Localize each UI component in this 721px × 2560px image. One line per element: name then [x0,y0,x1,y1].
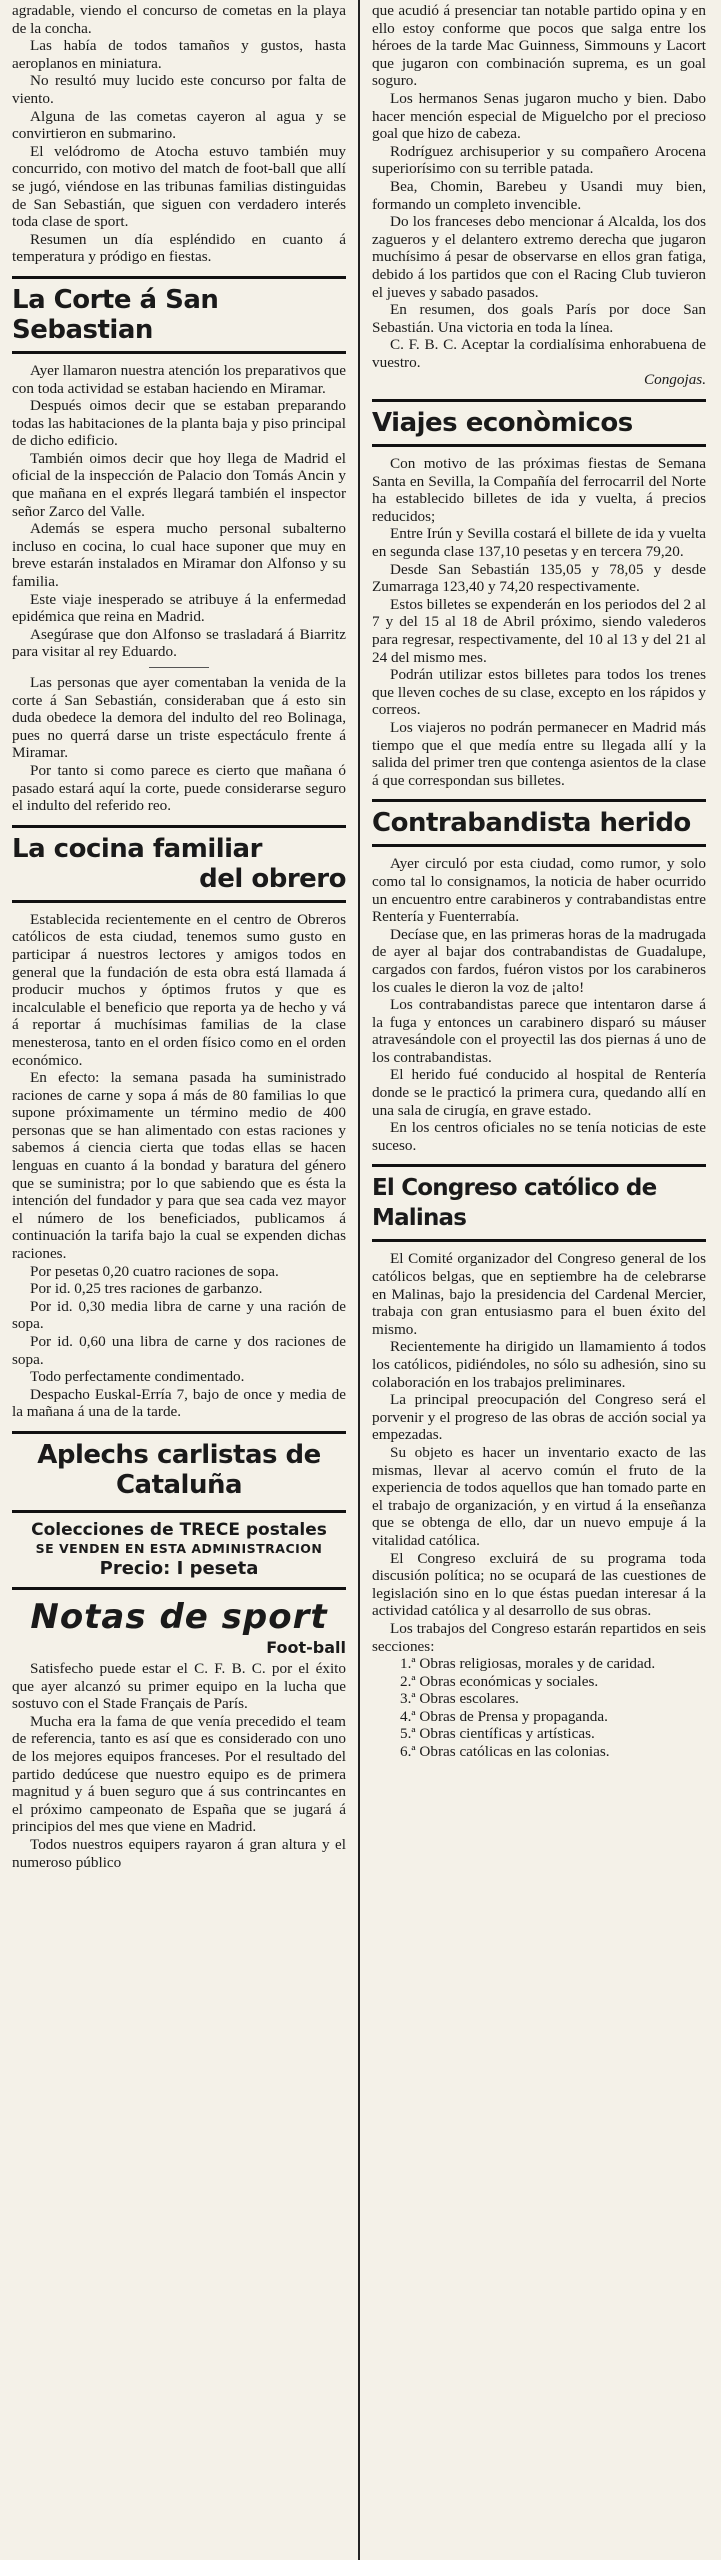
paragraph: Las había de todos tamaños y gustos, hasta aeroplanos en miniatura. [12,37,346,72]
article-contrabandista [372,855,706,1154]
paragraph: Los viajeros no podrán permanecer en Madrid más tiempo que el que medía entre su llegada allí y la salida del primer tren que contenga asientos de la clase á que correspondan sus billetes. [372,718,706,789]
paragraph: Todos nuestros equipers rayaron á gran altura y el numeroso público [12,1835,346,1871]
paragraph: Establecida recientemente en el centro de Obreros católicos de esta ciudad, tenemos sumo gusto en participar á nuestros lectores y amigos todos en general que la fundación de esta obra está llamada á producir muchos y óptimos frutos y que es incalculable el beneficio que reporta ya de hecho y vá á reportar á muchísimas familias de la clase menesterosa, tanto en el orden físico como en el orden económico. [12,910,346,1069]
paragraph: Todo perfectamente condimentado. [30,1368,245,1386]
paragraph: Los hermanos Senas jugaron mucho y bien. Dabo hacer mención especial de Miguelcho por el precioso goal que hizo de cabeza. [372,89,706,143]
subhead-football: Foot-ball [266,1637,346,1657]
article-sport-continued [372,2,706,389]
paragraph: Este viaje inesperado se atribuye á la enfermedad epidémica que reina en Madrid. [12,590,346,626]
paragraph: También oimos decir que hoy llega de Madrid el oficial de la inspección de Palacio don Tomás Ancin y que mañana en el exprés llegará también el inspector señor Zarco del Valle. [12,449,346,520]
paragraph: Resumen un día espléndido en cuanto á temperatura y pródigo en fiestas. [12,230,346,266]
paragraph: Su objeto es hacer un inventario exacto de las mismas, llevar al acervo común el fruto de la experiencia de todos aquellos que han tomado parte en el trabajo de organización, y en virtud á la enseñanza que se obtenga de ello, dar un nuevo empuje á la vitalidad católica. [372,1443,706,1549]
headline-contrabandista: Contrabandista herido [372,808,691,839]
advertisement-postales [12,1510,346,1590]
headline-box [372,1164,706,1242]
article-congreso [372,1250,706,1760]
paragraph: Bea, Chomin, Barebeu y Usandi muy bien, formando un completo invencible. [372,177,706,213]
right-column [362,0,712,2560]
paragraph: Después oimos decir que se estaban preparando todas las habitaciones de la planta baja y piso principal de dicho edificio. [12,397,346,450]
list-item: 2.ª Obras económicas y sociales. [400,1672,599,1690]
paragraph: Recientemente ha dirigido un llamamiento á todos los católicos, pidiéndoles, no sólo su adhesión, sino su colaboración en los trabajos preliminares. [372,1338,706,1391]
paragraph: El Comité organizador del Congreso general de los católicos belgas, que en septiembre ha de celebrarse en Malinas, bajo la presidencia del Cardenal Mercier, trabaja con gran entusiasmo para el buen éxito del mismo. [372,1250,706,1338]
ad-price: Precio: I peseta [99,1557,259,1579]
signature: Congojas. [643,371,706,389]
paragraph: Ayer llamaron nuestra atención los preparativos que con toda actividad se estaban haciendo en Miramar. [12,361,346,397]
paragraph: Mucha era la fama de que venía precedido el team de referencia, tanto es así que es considerado con uno de los mejores equipos franceses. Por el resultado del partido dedúcese que nuestro equipo es de primera magnitud y á buen seguro que á sus contrincantes en el próximo campeonato de España que se jugará á principios del mes que viene en Madrid. [12,1712,346,1836]
paragraph: Por id. 0,30 media libra de carne y una ración de sopa. [12,1297,346,1333]
paragraph: Por pesetas 0,20 cuatro raciones de sopa. [30,1262,279,1280]
paragraph: Asegúrase que don Alfonso se trasladará á Biarritz para visitar al rey Eduardo. [12,625,346,661]
paragraph: Rodríguez archisuperior y su compañero Arocena superiorísimo con su terrible patada. [372,142,706,178]
paragraph: Satisfecho puede estar el C. F. B. C. por el éxito que ayer alcanzó su primer equipo en la lucha que sostuvo con el Stade Français de París. [12,1659,346,1713]
column-rule [358,0,360,2560]
paragraph: Por id. 0,25 tres raciones de garbanzo. [30,1280,263,1298]
paragraph: agradable, viendo el concurso de cometas en la playa de la concha. [12,2,346,37]
headline-box [372,399,706,447]
paragraph: Los trabajos del Congreso estarán repartidos en seis secciones: [372,1619,706,1655]
ad-line: SE VENDEN EN ESTA ADMINISTRACION [35,1540,323,1556]
article-sport [12,1660,346,1871]
paragraph: Estos billetes se expenderán en los periodos del 2 al 7 y del 15 al 18 de Abril próximo, siendo valederos para regresar, respectivamente, del 10 al 13 y del 21 al 24 del mismo mes. [372,595,706,666]
list-item: 5.ª Obras científicas y artísticas. [400,1725,595,1743]
list-item: 4.ª Obras de Prensa y propaganda. [400,1707,608,1725]
headline-aplechs: Aplechs carlistas de Cataluña [37,1439,321,1500]
headline-box [372,799,706,847]
headline-congreso: El Congreso católico de Malinas [372,1175,657,1232]
ad-line: Colecciones de TRECE postales [31,1519,327,1540]
paragraph: No resultó muy lucido este concurso por falta de viento. [12,72,346,107]
list-item: 3.ª Obras escolares. [400,1690,519,1708]
paragraph: Desde San Sebastián 135,05 y 78,05 y desde Zumarraga 123,40 y 74,20 respectivamente. [372,560,706,596]
paragraph: El Congreso excluirá de su programa toda discusión política; no se ocupará de las cuestiones de legislación sino en lo que éstas puedan interesar á la actividad católica y al desarrollo de sus obras. [372,1549,706,1620]
headline-viajes: Viajes econòmicos [372,408,633,439]
intro-article [12,2,346,266]
paragraph: El herido fué conducido al hospital de Rentería donde se le practicó la primera cura, quedando allí en una sala de cirugía, en grave estado. [372,1066,706,1119]
headline-box [12,1431,346,1502]
list-item: 1.ª Obras religiosas, morales y de caridad. [400,1655,656,1673]
article-corte [12,362,346,815]
left-column [6,0,356,2560]
paragraph: Además se espera mucho personal subalterno incluso en cocina, lo cual hace suponer que muy en breve estarán instalados en Miramar don Alfonso y su familia. [12,520,346,591]
headline-cocina-line2: del obrero [199,863,346,894]
paragraph: En resumen, dos goals París por doce San Sebastián. Una victoria en toda la línea. [372,301,706,336]
paragraph: En efecto: la semana pasada ha suministrado raciones de carne y sopa á más de 80 familias lo que supone próximamente un término medio de 400 personas que se han alimentado con estas raciones y sabemos á ciencia cierta que todas ellas se hacen lenguas en cuanto á la bondad y baratura del género que se suministra; por lo que sabiendo que es ésta la intención del fundador y para que sea cada vez mayor el número de los beneficiados, publicamos á continuación la tarifa bajo la cual se expenden dichas raciones. [12,1069,346,1263]
paragraph: Los contrabandistas parece que intentaron darse á la fuga y entonces un carabinero disparó su máuser atravesándole con el proyectil las dos piernas á uno de los contrabandistas. [372,996,706,1066]
paragraph: En los centros oficiales no se tenía noticias de este suceso. [372,1119,706,1154]
paragraph: Por tanto si como parece es cierto que mañana ó pasado estará aquí la corte, puede considerarse seguro el indulto del referido reo. [12,761,346,815]
paragraph: que acudió á presenciar tan notable partido opina y en ello estoy conforme que pocos que salga entre los héroes de la tarde Mac Guinness, Simmouns y Lacort que jugaron con combinación suprema, es un goal soguro. [372,2,706,90]
headline-box [12,825,346,903]
paragraph: Por id. 0,60 una libra de carne y dos raciones de sopa. [12,1333,346,1368]
paragraph: Con motivo de las próximas fiestas de Semana Santa en Sevilla, la Compañía del ferrocarril del Norte ha establecido billetes de ida y vuelta, á precios reducidos; [372,455,706,525]
headline-cocina-line1: La cocina familiar [12,833,262,864]
paragraph: C. F. B. C. Aceptar la cordialísima enhorabuena de vuestro. [372,336,706,371]
paragraph: Despacho Euskal-Erría 7, bajo de once y media de la mañana á una de la tarde. [12,1385,346,1421]
paragraph: Las personas que ayer comentaban la venida de la corte á San Sebastián, consideraban que á esto sin duda obedece la demora del indulto del reo Bolinaga, pues no querrá darse un triste espectáculo frente á Miramar. [12,674,346,762]
paragraph: La principal preocupación del Congreso será el porvenir y el progreso de las obras de acción social ya empezadas. [372,1391,706,1444]
article-cocina [12,911,346,1421]
paragraph: Do los franceses debo mencionar á Alcalda, los dos zagueros y el delantero extremo derecha que jugaron muchísimo á pesar de observarse en ellos gran fatiga, debido á los partidos que con el Racing Club tuvieron el jueves y sabado pasados. [372,213,706,301]
paragraph: Decíase que, en las primeras horas de la madrugada de ayer al bajar dos contrabandistas de Guadalupe, cargados con fardos, fuéron vistos por los carabineros los cuales le dieron la voz de ¡alto! [372,925,706,996]
paragraph: Alguna de las cometas cayeron al agua y se convirtieron en submarino. [12,107,346,143]
separator [149,667,209,668]
paragraph: Podrán utilizar estos billetes para todos los trenes que lleven coches de su clase, excepto en los rápidos y correos. [372,666,706,719]
paragraph: Entre Irún y Sevilla costará el billete de ida y vuelta en segunda clase 137,10 pesetas y en tercera 79,20. [372,525,706,561]
list-item: 6.ª Obras católicas en las colonias. [400,1743,610,1761]
headline-corte: La Corte á San Sebastian [12,284,219,345]
headline-box [12,276,346,354]
paragraph: El velódromo de Atocha estuvo también muy concurrido, con motivo del match de foot-ball que allí se jugó, viéndose en las tribunas familias distinguidas de San Sebastián, que siguen con verdadero interés toda clase de sport. [12,142,346,231]
paragraph: Ayer circuló por esta ciudad, como rumor, y solo como tal lo consignamos, la noticia de haber ocurrido un encuentro entre carabineros y contrabandistas entre Rentería y Fuenterrabía. [372,855,706,926]
headline-sport: Notas de sport [30,1596,328,1637]
article-viajes [372,455,706,789]
